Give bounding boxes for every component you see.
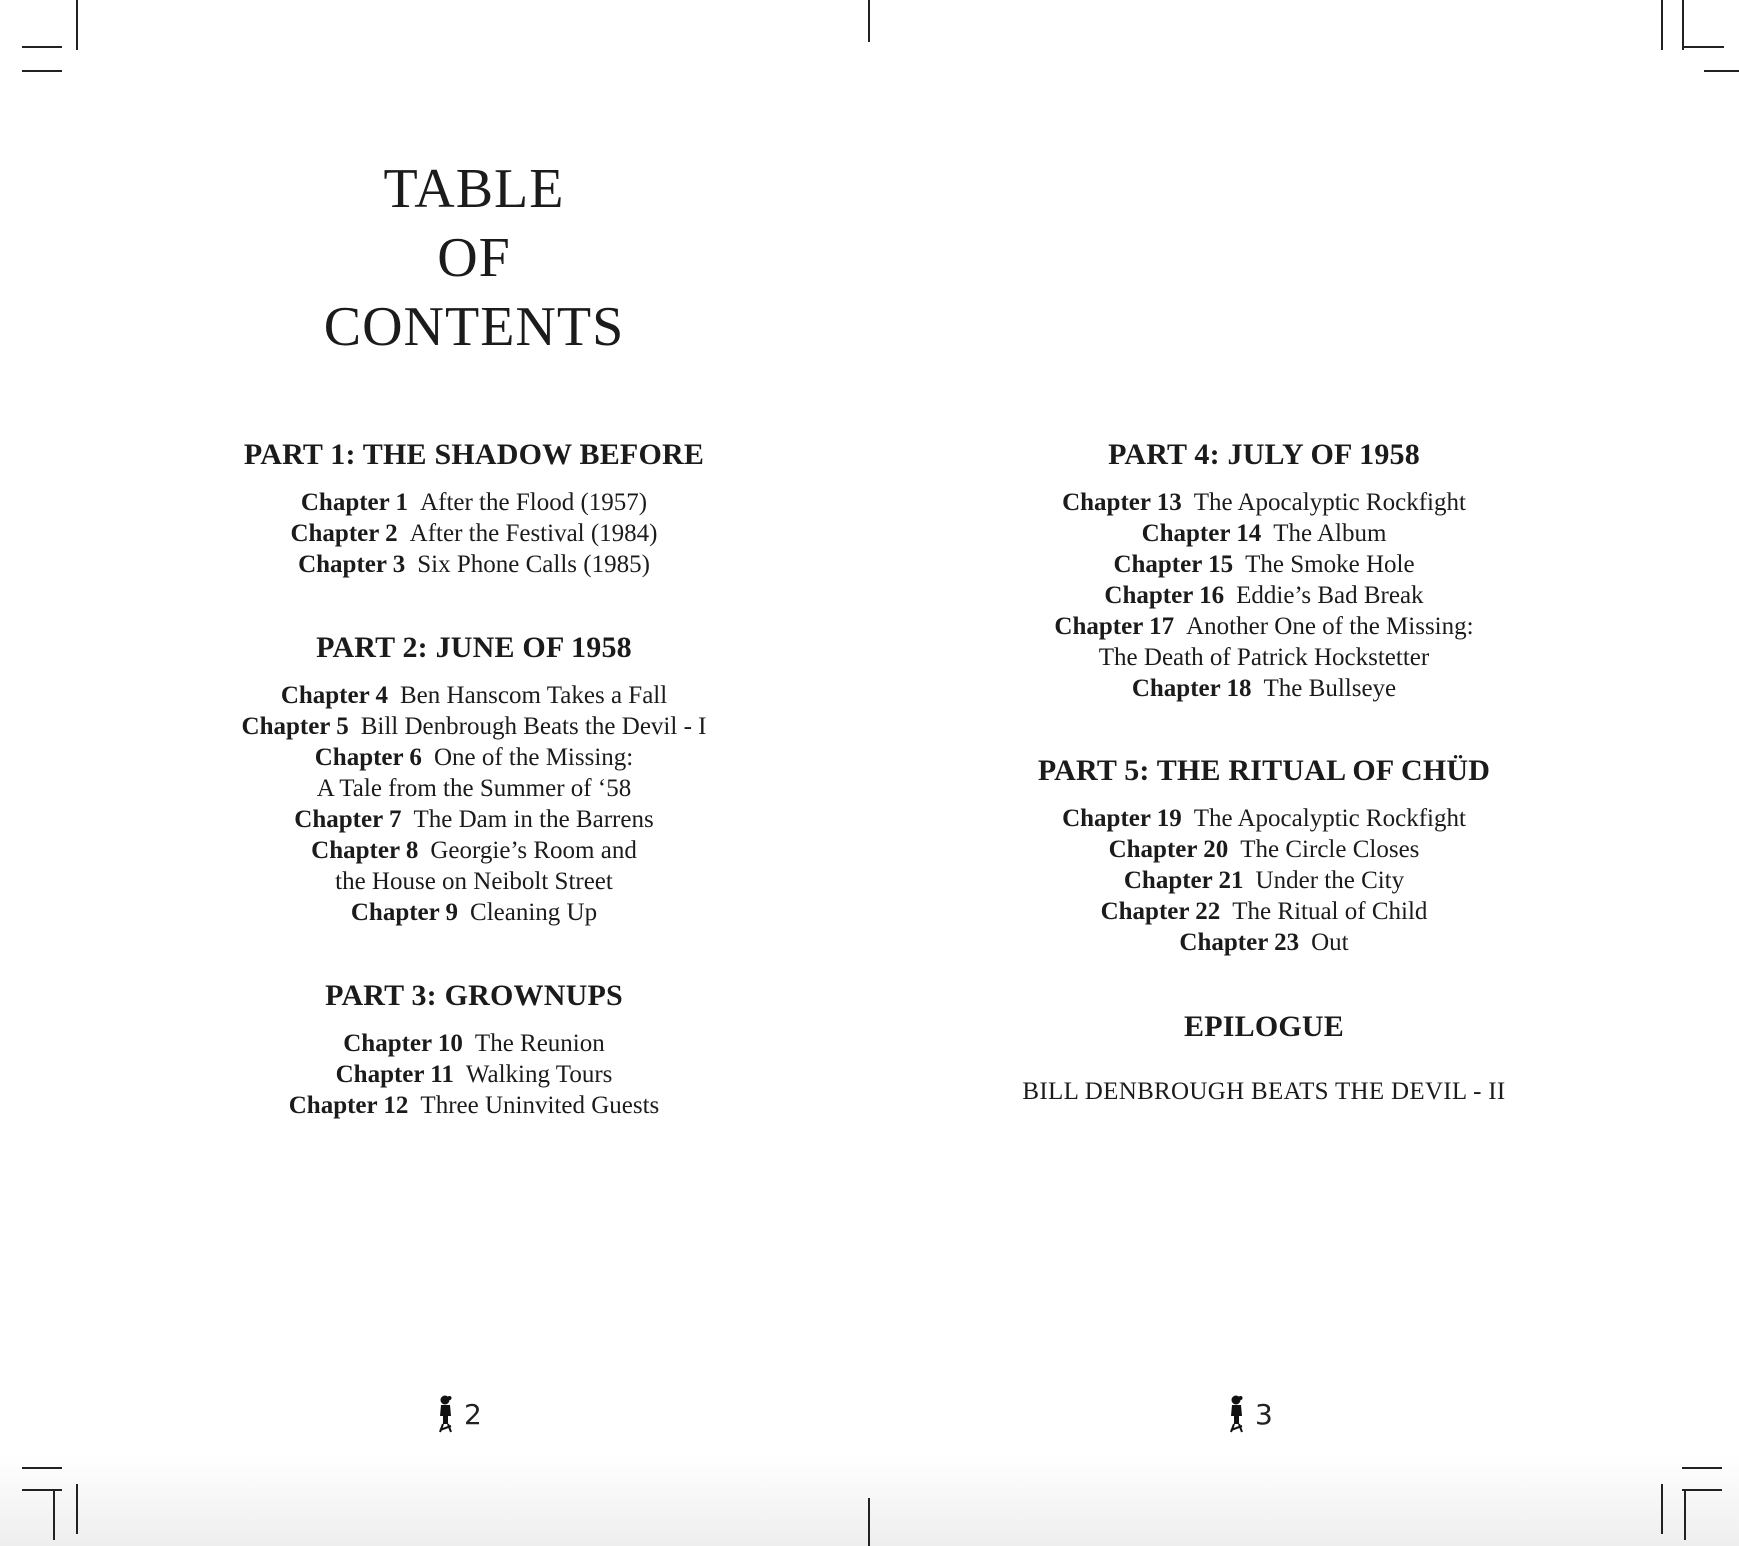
chapter-list: [869, 803, 1659, 958]
chapter-label: Chapter 13: [1062, 489, 1182, 516]
page-number: 2: [464, 1397, 482, 1431]
chapter-label: Chapter 2: [290, 520, 398, 547]
part-heading: PART 4: JULY OF 1958: [1108, 438, 1420, 471]
chapter-list: [869, 487, 1659, 704]
chapter-list: [0, 1028, 948, 1121]
child-silhouette-icon: [436, 1394, 456, 1434]
part-heading: PART 3: GROWNUPS: [325, 979, 623, 1012]
chapter-title: Six Phone Calls (1985): [417, 551, 650, 578]
chapter-entry[interactable]: [869, 673, 1659, 704]
epilogue-entry[interactable]: BILL DENBROUGH BEATS THE DEVIL - II: [1022, 1078, 1506, 1105]
chapter-title: Georgie’s Room and: [430, 837, 637, 864]
chapter-label: Chapter 3: [298, 551, 406, 578]
chapter-title: The Apocalyptic Rockfight: [1193, 805, 1466, 832]
chapter-list: [0, 680, 948, 928]
chapter-title: The Reunion: [474, 1030, 605, 1057]
chapter-label: Chapter 22: [1100, 898, 1221, 925]
chapter-title: After the Festival (1984): [409, 520, 658, 547]
part-heading: PART 1: THE SHADOW BEFORE: [243, 438, 705, 471]
chapter-label: Chapter 8: [311, 837, 419, 864]
chapter-title-continued: The Death of Patrick Hockstetter: [1098, 644, 1430, 671]
chapter-title-continued: the House on Neibolt Street: [335, 868, 613, 895]
chapter-entry[interactable]: [0, 835, 948, 897]
chapter-entry[interactable]: [0, 680, 948, 711]
chapter-entry[interactable]: [869, 803, 1659, 834]
chapter-label: Chapter 9: [350, 899, 459, 926]
chapter-title: Out: [1311, 929, 1349, 956]
chapter-label: Chapter 17: [1054, 613, 1175, 640]
chapter-entry[interactable]: [0, 1090, 948, 1121]
chapter-entry[interactable]: [869, 865, 1659, 896]
chapter-label: Chapter 5: [241, 713, 349, 740]
page-number-footer: [436, 1392, 482, 1436]
chapter-label: Chapter 15: [1113, 551, 1234, 578]
chapter-label: Chapter 10: [343, 1030, 463, 1057]
chapter-entry[interactable]: [0, 518, 948, 549]
chapter-title: The Apocalyptic Rockfight: [1193, 489, 1466, 516]
chapter-entry[interactable]: [0, 711, 948, 742]
chapter-entry[interactable]: [0, 1028, 948, 1059]
chapter-title: Bill Denbrough Beats the Devil - I: [360, 713, 707, 740]
chapter-title: Under the City: [1255, 867, 1405, 894]
chapter-list: [0, 487, 948, 580]
chapter-label: Chapter 7: [294, 806, 402, 833]
chapter-entry[interactable]: [869, 611, 1659, 673]
title-word: TABLE: [383, 158, 565, 220]
title-word: CONTENTS: [323, 296, 625, 358]
part-heading: PART 2: JUNE OF 1958: [316, 631, 632, 664]
chapter-label: Chapter 23: [1179, 929, 1300, 956]
chapter-entry[interactable]: [0, 549, 948, 580]
chapter-title: Walking Tours: [465, 1061, 613, 1088]
chapter-title: Three Uninvited Guests: [420, 1092, 660, 1119]
chapter-label: Chapter 16: [1104, 582, 1225, 609]
chapter-entry[interactable]: [0, 487, 948, 518]
chapter-label: Chapter 6: [314, 744, 422, 771]
chapter-label: Chapter 12: [288, 1092, 409, 1119]
page-number-footer: [1227, 1392, 1273, 1436]
chapter-label: Chapter 19: [1062, 805, 1182, 832]
chapter-entry[interactable]: [0, 804, 948, 835]
chapter-title: One of the Missing:: [433, 744, 634, 771]
epilogue-heading: EPILOGUE: [1184, 1010, 1344, 1043]
chapter-title-continued: A Tale from the Summer of ‘58: [316, 775, 632, 802]
right-page: [869, 0, 1738, 1546]
chapter-entry[interactable]: [869, 896, 1659, 927]
chapter-title: Another One of the Missing:: [1186, 613, 1474, 640]
chapter-label: Chapter 4: [280, 682, 388, 709]
chapter-label: Chapter 20: [1108, 836, 1229, 863]
part-heading: PART 5: THE RITUAL OF CHÜD: [1037, 754, 1491, 787]
chapter-title: Eddie’s Bad Break: [1236, 582, 1424, 609]
chapter-entry[interactable]: [0, 1059, 948, 1090]
chapter-label: Chapter 11: [335, 1061, 454, 1088]
chapter-title: The Ritual of Child: [1232, 898, 1428, 925]
page-number: 3: [1255, 1397, 1273, 1431]
chapter-entry[interactable]: [869, 834, 1659, 865]
chapter-label: Chapter 18: [1131, 675, 1252, 702]
chapter-title: The Smoke Hole: [1245, 551, 1415, 578]
chapter-label: Chapter 1: [300, 489, 409, 516]
chapter-label: Chapter 14: [1141, 520, 1262, 547]
chapter-entry[interactable]: [0, 742, 948, 804]
chapter-title: The Album: [1273, 520, 1387, 547]
chapter-title: Cleaning Up: [470, 899, 598, 926]
chapter-entry[interactable]: [869, 549, 1659, 580]
chapter-entry[interactable]: [869, 927, 1659, 958]
left-page: [0, 0, 869, 1546]
chapter-entry[interactable]: [869, 487, 1659, 518]
chapter-title: The Circle Closes: [1240, 836, 1420, 863]
chapter-entry[interactable]: [869, 580, 1659, 611]
chapter-entry[interactable]: [0, 897, 948, 928]
chapter-label: Chapter 21: [1123, 867, 1244, 894]
chapter-title: The Bullseye: [1263, 675, 1397, 702]
chapter-entry[interactable]: [869, 518, 1659, 549]
page-title: [0, 155, 948, 362]
chapter-title: The Dam in the Barrens: [413, 806, 654, 833]
title-word: OF: [437, 227, 511, 289]
child-silhouette-icon: [1227, 1394, 1247, 1434]
chapter-title: After the Flood (1957): [420, 489, 648, 516]
chapter-title: Ben Hanscom Takes a Fall: [400, 682, 668, 709]
